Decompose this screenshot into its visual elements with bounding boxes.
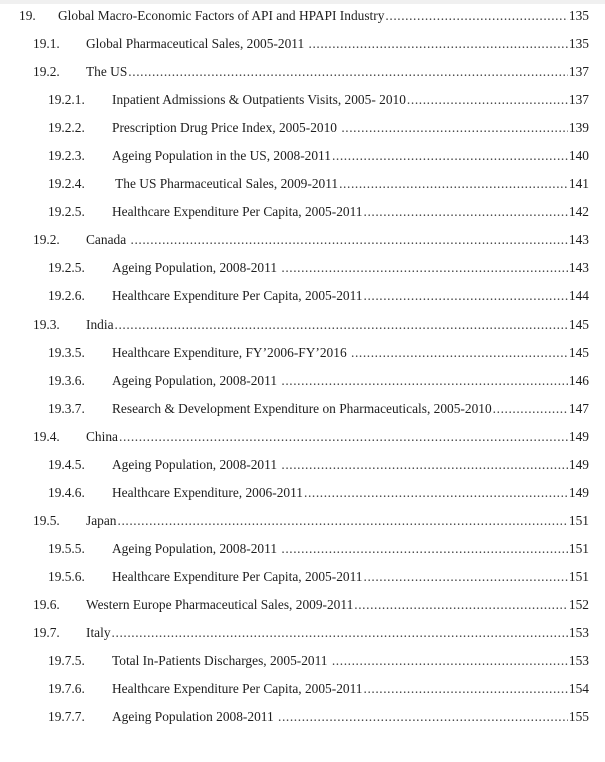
toc-entry-line [86, 61, 589, 83]
toc-entry-19-3-5[interactable] [0, 342, 605, 370]
toc-entry-line [112, 454, 589, 476]
toc-entry-number: 19.2.1. [48, 92, 85, 108]
toc-entry-title[interactable]: Healthcare Expenditure Per Capita, 2005-2011 [112, 288, 363, 304]
toc-entry-19-4-6[interactable] [0, 482, 605, 510]
toc-entry-19-6[interactable] [0, 594, 605, 622]
toc-entry-19-2-5[interactable] [0, 257, 605, 285]
toc-dot-leader [364, 201, 568, 223]
toc-entry-number: 19.6. [33, 596, 60, 612]
toc-entry-number: 19.2.4. [48, 176, 85, 192]
toc-entry-19-2[interactable] [0, 229, 605, 257]
toc-entry-19-7-6[interactable] [0, 678, 605, 706]
toc-entry-title[interactable]: Total In-Patients Discharges, 2005-2011 [112, 653, 331, 669]
toc-entry-19-2-5[interactable] [0, 201, 605, 229]
toc-entry-title[interactable]: Healthcare Expenditure, 2006-2011 [112, 484, 303, 500]
toc-entry-page-number[interactable]: 141 [568, 176, 589, 192]
toc-entry-line [58, 5, 589, 27]
toc-entry-number: 19.2.3. [48, 148, 85, 164]
toc-entry-page-number[interactable]: 135 [568, 8, 589, 23]
toc-entry-line [86, 622, 589, 644]
toc-entry-title[interactable]: The US [86, 64, 128, 80]
toc-entry-19-2-6[interactable] [0, 285, 605, 313]
toc-entry-19-4[interactable] [0, 426, 605, 454]
toc-entry-page-number[interactable]: 135 [568, 36, 589, 52]
toc-entry-page-number[interactable]: 143 [568, 232, 589, 248]
toc-entry-title[interactable]: China [86, 428, 118, 444]
toc-entry-title[interactable]: Global Pharmaceutical Sales, 2005-2011 [86, 36, 308, 52]
toc-dot-leader [281, 454, 568, 476]
toc-entry-number: 19.2.6. [48, 288, 85, 304]
toc-entry-page-number[interactable]: 139 [568, 120, 589, 136]
toc-entry-page-number[interactable]: 149 [568, 456, 589, 472]
toc-dot-leader [339, 173, 568, 195]
toc-entry-title[interactable]: Research & Development Expenditure on Pharmaceuticals, 2005-2010 [112, 400, 492, 416]
toc-entry-title[interactable]: Global Macro-Economic Factors of API and HPAPI Industry [58, 8, 385, 23]
toc-entry-title[interactable]: Italy [86, 625, 111, 641]
toc-dot-leader [364, 285, 568, 307]
toc-dot-leader [354, 594, 568, 616]
toc-entry-title[interactable]: The US Pharmaceutical Sales, 2009-2011 [112, 176, 339, 192]
toc-entry-line [86, 510, 589, 532]
toc-entry-page-number[interactable]: 137 [568, 64, 589, 80]
toc-entry-page-number[interactable]: 151 [568, 512, 589, 528]
toc-dot-leader [385, 5, 567, 27]
toc-entry-page-number[interactable]: 137 [568, 92, 589, 108]
toc-entry-line [112, 285, 589, 307]
toc-entry-page-number[interactable]: 153 [568, 625, 589, 641]
toc-entry-number: 19.7. [33, 625, 60, 641]
toc-entry-title[interactable]: Ageing Population, 2008-2011 [112, 260, 281, 276]
toc-entry-line [86, 426, 589, 448]
toc-entry-title[interactable]: Inpatient Admissions & Outpatients Visits, 2005- 2010 [112, 92, 406, 108]
toc-entry-line [86, 33, 589, 55]
toc-entry-19-3[interactable] [0, 314, 605, 342]
toc-entry-page-number[interactable]: 145 [568, 316, 589, 332]
toc-entry-page-number[interactable]: 155 [568, 709, 589, 725]
toc-entry-number: 19.4.6. [48, 484, 85, 500]
toc-entry-line [112, 201, 589, 223]
toc-entry-19-4-5[interactable] [0, 454, 605, 482]
toc-entry-title[interactable]: Ageing Population in the US, 2008-2011 [112, 148, 331, 164]
toc-entry-title[interactable]: Japan [86, 512, 117, 528]
toc-entry-title[interactable]: India [86, 316, 114, 332]
toc-entry-title[interactable]: Ageing Population, 2008-2011 [112, 456, 281, 472]
toc-entry-line [112, 117, 589, 139]
toc-entry-19-3-7[interactable] [0, 398, 605, 426]
toc-entry-number: 19.5. [33, 512, 60, 528]
toc-entry-19-5[interactable] [0, 510, 605, 538]
toc-entry-line [112, 370, 589, 392]
toc-dot-leader [364, 678, 568, 700]
toc-entry-number: 19.3.5. [48, 344, 85, 360]
toc-dot-leader [128, 61, 568, 83]
table-of-contents [0, 5, 605, 734]
toc-entry-19-2-1[interactable] [0, 89, 605, 117]
toc-entry-line [112, 482, 589, 504]
page-top-edge [0, 0, 605, 4]
toc-entry-line [86, 594, 589, 616]
toc-entry-line [86, 314, 589, 336]
toc-dot-leader [115, 314, 568, 336]
toc-dot-leader [351, 342, 568, 364]
toc-dot-leader [332, 650, 568, 672]
toc-entry-number: 19.2.2. [48, 120, 85, 136]
toc-entry-number: 19.2. [33, 232, 60, 248]
toc-entry-page-number[interactable]: 142 [568, 204, 589, 220]
toc-entry-title[interactable]: Healthcare Expenditure Per Capita, 2005-2011 [112, 568, 363, 584]
toc-dot-leader [364, 566, 568, 588]
toc-entry-page-number[interactable]: 146 [568, 372, 589, 388]
toc-dot-leader [407, 89, 568, 111]
toc-dot-leader [119, 426, 568, 448]
toc-dot-leader [332, 145, 568, 167]
toc-dot-leader [309, 33, 568, 55]
toc-dot-leader [281, 257, 568, 279]
toc-entry-line [112, 678, 589, 700]
toc-entry-19-3-6[interactable] [0, 370, 605, 398]
toc-entry-page-number[interactable]: 140 [568, 148, 589, 164]
toc-entry-line [112, 398, 589, 420]
toc-entry-number: 19.7.7. [48, 709, 85, 725]
toc-dot-leader [341, 117, 568, 139]
toc-entry-page-number[interactable]: 147 [568, 400, 589, 416]
toc-entry-19-7-7[interactable] [0, 706, 605, 734]
toc-entry-page-number[interactable]: 151 [568, 568, 589, 584]
toc-entry-line [112, 538, 589, 560]
toc-entry-19[interactable] [0, 5, 605, 33]
toc-entry-page-number[interactable]: 153 [568, 653, 589, 669]
toc-entry-line [112, 566, 589, 588]
toc-entry-title[interactable]: Healthcare Expenditure, FY’2006-FY’2016 [112, 344, 350, 360]
toc-dot-leader [118, 510, 568, 532]
toc-entry-number: 19.2.5. [48, 204, 85, 220]
toc-entry-line [86, 229, 589, 251]
toc-entry-19-2-4[interactable] [0, 173, 605, 201]
toc-entry-number: 19.4.5. [48, 456, 85, 472]
toc-entry-page-number[interactable]: 154 [568, 681, 589, 697]
toc-entry-title[interactable]: Ageing Population, 2008-2011 [112, 372, 281, 388]
toc-entry-19-7[interactable] [0, 622, 605, 650]
toc-entry-line [112, 173, 589, 195]
toc-entry-number: 19.3.7. [48, 400, 85, 416]
toc-entry-page-number[interactable]: 149 [568, 484, 589, 500]
toc-entry-number: 19.7.5. [48, 653, 85, 669]
toc-entry-19-2[interactable] [0, 61, 605, 89]
toc-entry-page-number[interactable]: 152 [568, 596, 589, 612]
toc-entry-page-number[interactable]: 145 [568, 344, 589, 360]
toc-dot-leader [278, 706, 568, 728]
toc-entry-title[interactable]: Canada [86, 232, 130, 248]
toc-entry-title[interactable]: Healthcare Expenditure Per Capita, 2005-2011 [112, 204, 363, 220]
toc-entry-line [112, 145, 589, 167]
toc-entry-19-1[interactable] [0, 33, 605, 61]
toc-entry-title[interactable]: Prescription Drug Price Index, 2005-2010 [112, 120, 341, 136]
toc-entry-number: 19.5.6. [48, 568, 85, 584]
toc-entry-title[interactable]: Ageing Population 2008-2011 [112, 709, 278, 725]
toc-dot-leader [281, 538, 568, 560]
toc-entry-19-2-3[interactable] [0, 145, 605, 173]
toc-entry-number: 19. [19, 8, 36, 23]
toc-entry-page-number[interactable]: 144 [568, 288, 589, 304]
toc-entry-page-number[interactable]: 149 [568, 428, 589, 444]
toc-entry-page-number[interactable]: 151 [568, 540, 589, 556]
toc-entry-number: 19.4. [33, 428, 60, 444]
toc-dot-leader [493, 398, 568, 420]
toc-entry-page-number[interactable]: 143 [568, 260, 589, 276]
toc-entry-line [112, 342, 589, 364]
toc-entry-19-2-2[interactable] [0, 117, 605, 145]
toc-entry-number: 19.7.6. [48, 681, 85, 697]
toc-entry-number: 19.5.5. [48, 540, 85, 556]
toc-entry-line [112, 650, 589, 672]
toc-entry-number: 19.3.6. [48, 372, 85, 388]
toc-entry-line [112, 89, 589, 111]
toc-entry-number: 19.1. [33, 36, 60, 52]
toc-entry-number: 19.3. [33, 316, 60, 332]
toc-entry-number: 19.2. [33, 64, 60, 80]
toc-entry-title[interactable]: Ageing Population, 2008-2011 [112, 540, 281, 556]
toc-dot-leader [112, 622, 568, 644]
toc-entry-title[interactable]: Western Europe Pharmaceutical Sales, 2009-2011 [86, 596, 354, 612]
toc-entry-19-7-5[interactable] [0, 650, 605, 678]
toc-dot-leader [131, 229, 568, 251]
toc-entry-19-5-5[interactable] [0, 538, 605, 566]
toc-dot-leader [281, 370, 568, 392]
toc-entry-number: 19.2.5. [48, 260, 85, 276]
toc-entry-title[interactable]: Healthcare Expenditure Per Capita, 2005-2011 [112, 681, 363, 697]
toc-entry-line [112, 257, 589, 279]
toc-entry-19-5-6[interactable] [0, 566, 605, 594]
toc-dot-leader [304, 482, 568, 504]
toc-entry-line [112, 706, 589, 728]
